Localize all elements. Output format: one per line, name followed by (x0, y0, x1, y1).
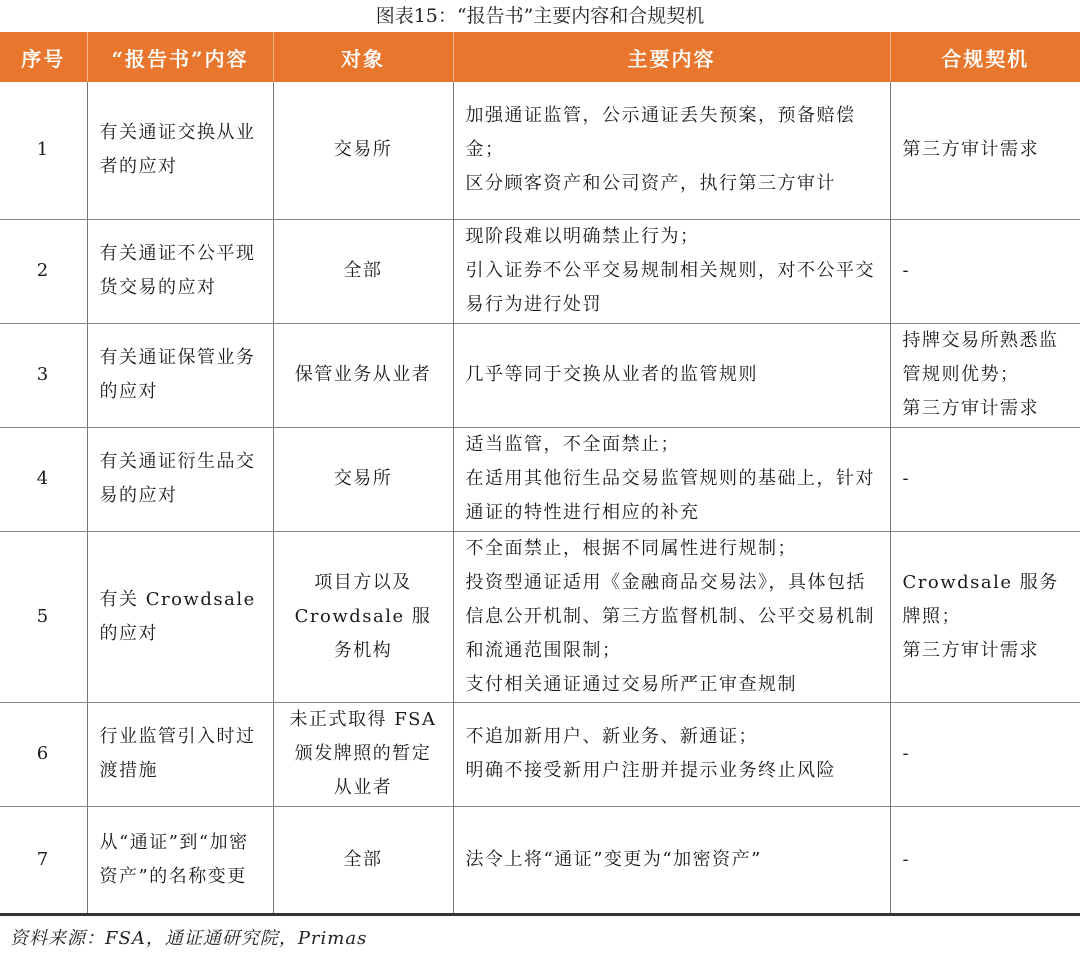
cell-timing-line: - (902, 848, 911, 870)
source-footnote: 资料来源：FSA，通证通研究院，Primas (10, 928, 368, 949)
cell-timing (890, 702, 1080, 806)
cell-target: 全部 (273, 806, 453, 914)
cell-content (453, 82, 890, 219)
cell-topic: 从“通证”到“加密资产”的名称变更 (87, 806, 273, 914)
table-row (0, 219, 1080, 323)
table-row (0, 82, 1080, 219)
cell-timing (890, 219, 1080, 323)
cell-content (453, 323, 890, 427)
cell-topic: 有关通证不公平现货交易的应对 (87, 219, 273, 323)
table-row (0, 427, 1080, 531)
cell-timing (890, 531, 1080, 702)
header-timing: 合规契机 (890, 32, 1080, 82)
cell-content (453, 219, 890, 323)
cell-timing-line: - (902, 260, 911, 281)
cell-content (453, 427, 890, 531)
table-body (0, 82, 1080, 914)
cell-target: 保管业务从业者 (273, 323, 453, 427)
cell-content (453, 702, 890, 806)
cell-content-line: 明确不接受新用户注册并提示业务终止风险 (465, 760, 836, 781)
cell-timing (890, 323, 1080, 427)
cell-content-line: 适当监管，不全面禁止； (465, 434, 680, 455)
cell-topic: 有关 Crowdsale 的应对 (87, 531, 273, 702)
cell-target: 交易所 (273, 427, 453, 531)
cell-no: 1 (0, 82, 87, 219)
cell-topic: 有关通证交换从业者的应对 (87, 82, 273, 219)
cell-content (453, 806, 890, 914)
cell-content (453, 531, 890, 702)
table-header-row (0, 32, 1080, 82)
cell-timing-line: - (902, 468, 911, 489)
cell-no: 5 (0, 531, 87, 702)
cell-target: 项目方以及 Crowdsale 服务机构 (273, 531, 453, 702)
cell-timing-line: - (902, 743, 911, 764)
cell-content-line: 区分顾客资产和公司资产，执行第三方审计 (465, 173, 836, 195)
cell-no: 4 (0, 427, 87, 531)
table-caption: 图表15：“报告书”主要内容和合规契机 (375, 5, 705, 27)
cell-content-line: 几乎等同于交换从业者的监管规则 (465, 364, 758, 385)
cell-timing (890, 806, 1080, 914)
cell-target: 交易所 (273, 82, 453, 219)
header-content: 主要内容 (453, 32, 890, 82)
cell-no: 6 (0, 702, 87, 806)
cell-timing (890, 82, 1080, 219)
header-target: 对象 (273, 32, 453, 82)
cell-timing-line: Crowdsale 服务牌照； (902, 571, 1059, 627)
cell-content-line: 在适用其他衍生品交易监管规则的基础上，针对通证的特性进行相应的补充 (465, 468, 875, 523)
cell-topic: 有关通证保管业务的应对 (87, 323, 273, 427)
cell-timing-line: 第三方审计需求 (902, 398, 1039, 419)
table-row (0, 702, 1080, 806)
cell-content-line: 法令上将“通证”变更为“加密资产” (465, 848, 762, 870)
cell-topic: 行业监管引入时过渡措施 (87, 702, 273, 806)
cell-content-line: 现阶段难以明确禁止行为； (465, 226, 700, 247)
cell-timing-line: 第三方审计需求 (902, 139, 1039, 161)
table-row (0, 806, 1080, 914)
cell-no: 7 (0, 806, 87, 914)
cell-content-line: 投资型通证适用《金融商品交易法》，具体包括信息公开机制、第三方监督机制、公平交易机制和流通范围限制； (465, 571, 875, 661)
cell-target: 全部 (273, 219, 453, 323)
table-row (0, 531, 1080, 702)
cell-no: 2 (0, 219, 87, 323)
cell-topic: 有关通证衍生品交易的应对 (87, 427, 273, 531)
cell-timing-line: 第三方审计需求 (902, 639, 1039, 661)
cell-content-line: 不全面禁止，根据不同属性进行规制； (465, 537, 797, 559)
cell-no: 3 (0, 323, 87, 427)
table-row (0, 323, 1080, 427)
regulation-table (0, 32, 1080, 916)
cell-content-line: 支付相关通证通过交易所严正审查规制 (465, 673, 797, 695)
cell-content-line: 引入证券不公平交易规制相关规则，对不公平交易行为进行处罚 (465, 260, 875, 315)
cell-timing-line: 持牌交易所熟悉监管规则优势； (902, 330, 1059, 385)
cell-content-line: 不追加新用户、新业务、新通证； (465, 726, 758, 747)
cell-target: 未正式取得 FSA 颁发牌照的暂定从业者 (273, 702, 453, 806)
header-topic: “报告书”内容 (87, 32, 273, 82)
cell-timing (890, 427, 1080, 531)
cell-content-line: 加强通证监管，公示通证丢失预案，预备赔偿金； (465, 105, 856, 161)
header-no: 序号 (0, 32, 87, 82)
